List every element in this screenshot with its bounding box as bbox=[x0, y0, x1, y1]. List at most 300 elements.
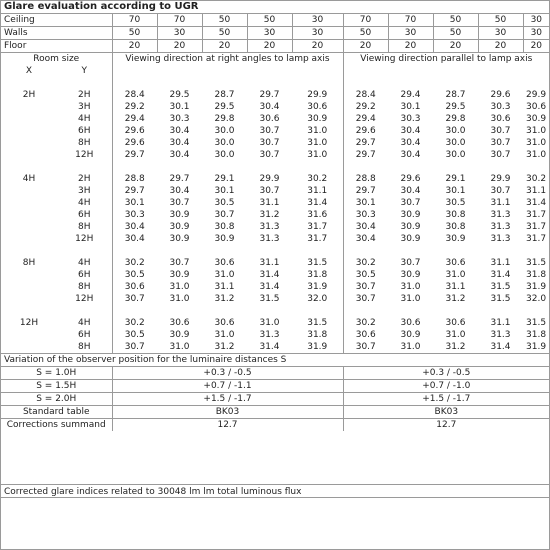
walls-value: 50 bbox=[202, 27, 247, 40]
variation-row bbox=[1, 367, 549, 380]
ugr-value: 30.7 bbox=[112, 341, 157, 354]
blank-cell bbox=[112, 77, 343, 89]
ugr-value: 30.6 bbox=[259, 114, 280, 124]
ugr-value: 30.2 bbox=[343, 317, 388, 329]
ceiling-row bbox=[1, 14, 549, 27]
ugr-value: 31.0 bbox=[400, 294, 421, 304]
ugr-value: 31.0 bbox=[214, 330, 235, 340]
ugr-value: 30.9 bbox=[307, 114, 328, 124]
variation-right-value: +0.3 / -0.5 bbox=[112, 367, 343, 380]
floor-value: 20 bbox=[292, 40, 343, 53]
data-row bbox=[1, 185, 549, 197]
variation-distance-label: S = 1.5H bbox=[1, 380, 112, 393]
title-row bbox=[1, 1, 549, 14]
room-x-value bbox=[1, 209, 57, 221]
ugr-value: 31.1 bbox=[259, 198, 280, 208]
ugr-value: 31.2 bbox=[445, 294, 466, 304]
ugr-value: 31.0 bbox=[214, 270, 235, 280]
corrections-parallel-value: 12.7 bbox=[343, 419, 549, 432]
ugr-value: 30.0 bbox=[214, 150, 235, 160]
table-title: Glare evaluation according to UGR bbox=[1, 1, 549, 14]
ugr-value: 30.3 bbox=[400, 114, 421, 124]
walls-value: 50 bbox=[433, 27, 478, 40]
ugr-value: 31.9 bbox=[307, 342, 328, 352]
standard-table-right-value: BK03 bbox=[112, 406, 343, 419]
data-row bbox=[1, 257, 549, 269]
standard-table-parallel-value: BK03 bbox=[343, 406, 549, 419]
room-x-value bbox=[1, 125, 57, 137]
ugr-value: 30.6 bbox=[490, 114, 511, 124]
ugr-value: 28.4 bbox=[112, 89, 157, 101]
data-row bbox=[1, 173, 549, 185]
ugr-value: 31.0 bbox=[169, 342, 190, 352]
ugr-value: 29.9 bbox=[526, 90, 547, 100]
ugr-value: 31.1 bbox=[490, 258, 511, 268]
ugr-value: 30.4 bbox=[112, 221, 157, 233]
ugr-value: 31.9 bbox=[307, 282, 328, 292]
ugr-value: 29.6 bbox=[112, 125, 157, 137]
blank-cell bbox=[112, 161, 343, 173]
ugr-value: 30.6 bbox=[112, 281, 157, 293]
ugr-value: 31.4 bbox=[259, 342, 280, 352]
ugr-value: 31.1 bbox=[214, 282, 235, 292]
ugr-value: 31.3 bbox=[259, 330, 280, 340]
ugr-value: 31.5 bbox=[490, 294, 511, 304]
ugr-table bbox=[1, 1, 549, 431]
ugr-value: 29.5 bbox=[169, 90, 190, 100]
ugr-value: 31.1 bbox=[259, 258, 280, 268]
ugr-value: 29.4 bbox=[343, 113, 388, 125]
room-x-value bbox=[1, 341, 57, 354]
room-x-value bbox=[1, 149, 57, 161]
room-x-value bbox=[1, 281, 57, 293]
ugr-value: 31.7 bbox=[526, 222, 547, 232]
ugr-value: 30.7 bbox=[169, 198, 190, 208]
variation-right-value: +1.5 / -1.7 bbox=[112, 393, 343, 406]
ugr-value: 30.5 bbox=[112, 269, 157, 281]
floor-value: 20 bbox=[157, 40, 202, 53]
ugr-value: 30.9 bbox=[400, 270, 421, 280]
walls-value: 30 bbox=[157, 27, 202, 40]
ugr-value: 31.5 bbox=[307, 258, 328, 268]
ugr-value: 30.4 bbox=[343, 221, 388, 233]
room-x-value bbox=[1, 113, 57, 125]
ugr-value: 30.9 bbox=[169, 330, 190, 340]
data-row bbox=[1, 233, 549, 245]
data-row bbox=[1, 137, 549, 149]
xy-header-row bbox=[1, 65, 549, 77]
blank-cell bbox=[112, 245, 343, 257]
ugr-value: 30.3 bbox=[112, 209, 157, 221]
ugr-value: 31.3 bbox=[490, 210, 511, 220]
ugr-value: 31.0 bbox=[169, 282, 190, 292]
variation-parallel-value: +0.3 / -0.5 bbox=[343, 367, 549, 380]
variation-header-row bbox=[1, 354, 549, 367]
ugr-value: 29.9 bbox=[490, 174, 511, 184]
ugr-value: 31.3 bbox=[259, 234, 280, 244]
room-size-row bbox=[1, 53, 549, 66]
ceiling-value: 70 bbox=[388, 14, 433, 27]
ugr-value: 30.6 bbox=[400, 318, 421, 328]
ugr-value: 30.4 bbox=[400, 186, 421, 196]
ceiling-label: Ceiling bbox=[1, 14, 112, 27]
floor-value: 20 bbox=[112, 40, 157, 53]
ugr-value: 30.2 bbox=[112, 257, 157, 269]
ugr-value: 31.5 bbox=[307, 318, 328, 328]
ugr-value: 30.9 bbox=[400, 330, 421, 340]
ugr-value: 30.4 bbox=[169, 126, 190, 136]
floor-value: 20 bbox=[343, 40, 388, 53]
ugr-value: 31.1 bbox=[490, 198, 511, 208]
data-row bbox=[1, 269, 549, 281]
data-row bbox=[1, 89, 549, 101]
ugr-value: 31.0 bbox=[526, 150, 547, 160]
ugr-value: 31.0 bbox=[169, 294, 190, 304]
ugr-value: 30.9 bbox=[400, 222, 421, 232]
ugr-value: 31.2 bbox=[259, 210, 280, 220]
ugr-value: 30.9 bbox=[400, 210, 421, 220]
room-y-value: 6H bbox=[78, 330, 91, 340]
ugr-value: 30.8 bbox=[445, 222, 466, 232]
spacer-row bbox=[1, 245, 549, 257]
variation-label: Variation of the observer position for the luminaire distances S bbox=[1, 354, 549, 367]
ugr-value: 29.6 bbox=[343, 125, 388, 137]
ugr-value: 29.1 bbox=[214, 174, 235, 184]
ugr-value: 30.4 bbox=[400, 150, 421, 160]
ugr-value: 31.8 bbox=[526, 270, 547, 280]
ugr-value: 31.7 bbox=[307, 234, 328, 244]
ugr-value: 30.3 bbox=[169, 114, 190, 124]
walls-value: 30 bbox=[247, 27, 292, 40]
ugr-value: 30.7 bbox=[343, 341, 388, 354]
ugr-value: 30.6 bbox=[343, 329, 388, 341]
ugr-value: 31.0 bbox=[445, 270, 466, 280]
ugr-value: 31.2 bbox=[214, 342, 235, 352]
ugr-value: 31.4 bbox=[490, 270, 511, 280]
direction-parallel-label: Viewing direction parallel to lamp axis bbox=[343, 53, 549, 66]
room-y-value: 3H bbox=[78, 186, 91, 196]
data-row bbox=[1, 197, 549, 209]
ugr-value: 31.8 bbox=[307, 330, 328, 340]
ceiling-value: 50 bbox=[247, 14, 292, 27]
blank-cell bbox=[112, 305, 343, 317]
ugr-value: 31.0 bbox=[400, 342, 421, 352]
ugr-value: 31.0 bbox=[307, 138, 328, 148]
ugr-value: 28.4 bbox=[343, 89, 388, 101]
blank-cell bbox=[1, 77, 112, 89]
floor-value: 20 bbox=[433, 40, 478, 53]
ugr-value: 30.4 bbox=[259, 102, 280, 112]
room-x-value bbox=[1, 185, 57, 197]
ugr-value: 30.7 bbox=[490, 186, 511, 196]
data-row bbox=[1, 101, 549, 113]
variation-parallel-value: +0.7 / -1.0 bbox=[343, 380, 549, 393]
ugr-value: 31.0 bbox=[526, 126, 547, 136]
ugr-value: 29.6 bbox=[400, 174, 421, 184]
ugr-value: 30.9 bbox=[169, 222, 190, 232]
data-row bbox=[1, 149, 549, 161]
room-y-value: 6H bbox=[78, 270, 91, 280]
ugr-value: 30.1 bbox=[343, 197, 388, 209]
walls-value: 50 bbox=[112, 27, 157, 40]
ugr-value: 30.7 bbox=[400, 258, 421, 268]
room-y-value: 12H bbox=[75, 234, 94, 244]
variation-parallel-value: +1.5 / -1.7 bbox=[343, 393, 549, 406]
floor-value: 20 bbox=[388, 40, 433, 53]
ugr-value: 29.1 bbox=[445, 174, 466, 184]
ugr-value: 30.2 bbox=[307, 174, 328, 184]
ugr-value: 31.3 bbox=[490, 234, 511, 244]
ugr-value: 30.7 bbox=[400, 198, 421, 208]
ugr-value: 30.0 bbox=[445, 138, 466, 148]
ceiling-value: 50 bbox=[478, 14, 523, 27]
ugr-value: 30.6 bbox=[445, 318, 466, 328]
ugr-value: 29.9 bbox=[307, 90, 328, 100]
data-row bbox=[1, 317, 549, 329]
blank-cell bbox=[343, 245, 549, 257]
ugr-value: 28.7 bbox=[445, 90, 466, 100]
ugr-value: 29.8 bbox=[214, 114, 235, 124]
direction-right-angles-label: Viewing direction at right angles to lamp axis bbox=[112, 53, 343, 66]
ugr-value: 31.0 bbox=[445, 330, 466, 340]
ugr-value: 30.7 bbox=[112, 293, 157, 305]
ugr-value: 29.8 bbox=[445, 114, 466, 124]
ugr-value: 30.3 bbox=[343, 209, 388, 221]
data-row bbox=[1, 293, 549, 305]
ugr-value: 29.6 bbox=[112, 137, 157, 149]
ugr-value: 29.7 bbox=[112, 185, 157, 197]
room-y-value: 12H bbox=[75, 294, 94, 304]
ugr-value: 30.7 bbox=[214, 210, 235, 220]
ugr-value: 30.7 bbox=[490, 126, 511, 136]
ugr-value: 30.6 bbox=[214, 318, 235, 328]
room-y-value: 4H bbox=[78, 258, 91, 268]
ugr-value: 32.0 bbox=[307, 294, 328, 304]
ceiling-value: 70 bbox=[112, 14, 157, 27]
ugr-value: 31.4 bbox=[259, 282, 280, 292]
room-x-value bbox=[1, 137, 57, 149]
room-size-label: Room size bbox=[33, 54, 80, 64]
ugr-value: 29.2 bbox=[343, 101, 388, 113]
ugr-value: 30.1 bbox=[112, 197, 157, 209]
walls-label: Walls bbox=[1, 27, 112, 40]
ugr-value: 31.0 bbox=[400, 282, 421, 292]
y-label: Y bbox=[81, 66, 87, 76]
ugr-value: 30.1 bbox=[400, 102, 421, 112]
ugr-value: 30.4 bbox=[169, 186, 190, 196]
standard_table-row bbox=[1, 406, 549, 419]
ugr-value: 30.7 bbox=[343, 293, 388, 305]
ugr-value: 30.1 bbox=[214, 186, 235, 196]
ugr-value: 30.7 bbox=[259, 126, 280, 136]
ugr-value: 28.8 bbox=[343, 173, 388, 185]
ugr-value: 31.1 bbox=[307, 186, 328, 196]
x-label: X bbox=[25, 66, 33, 76]
floor-value: 20 bbox=[247, 40, 292, 53]
ugr-value: 30.0 bbox=[445, 150, 466, 160]
room-y-value: 4H bbox=[78, 114, 91, 124]
ugr-value: 31.1 bbox=[445, 282, 466, 292]
ugr-value: 31.8 bbox=[526, 330, 547, 340]
ugr-value: 29.4 bbox=[400, 90, 421, 100]
ugr-value: 30.4 bbox=[112, 233, 157, 245]
room-x-value bbox=[1, 197, 57, 209]
blank-cell bbox=[343, 161, 549, 173]
ugr-value: 31.6 bbox=[307, 210, 328, 220]
luminous-flux-note: Corrected glare indices related to 30048 lm lm total luminous flux bbox=[1, 484, 549, 498]
ugr-value: 30.4 bbox=[169, 138, 190, 148]
walls-value: 50 bbox=[343, 27, 388, 40]
ugr-value: 30.1 bbox=[169, 102, 190, 112]
ugr-value: 31.4 bbox=[490, 342, 511, 352]
ceiling-value: 30 bbox=[523, 14, 549, 27]
floor-label: Floor bbox=[1, 40, 112, 53]
ugr-value: 30.8 bbox=[445, 210, 466, 220]
ugr-value: 29.5 bbox=[445, 102, 466, 112]
standard-table-label: Standard table bbox=[1, 406, 112, 419]
ugr-value: 30.3 bbox=[490, 102, 511, 112]
room-y-value: 6H bbox=[78, 210, 91, 220]
ugr-value: 29.7 bbox=[343, 149, 388, 161]
ugr-value: 30.0 bbox=[445, 126, 466, 136]
spacer-row bbox=[1, 305, 549, 317]
ceiling-value: 70 bbox=[343, 14, 388, 27]
room-y-value: 8H bbox=[78, 138, 91, 148]
ugr-value: 30.7 bbox=[169, 258, 190, 268]
ugr-value: 30.6 bbox=[169, 318, 190, 328]
variation-distance-label: S = 2.0H bbox=[1, 393, 112, 406]
ceiling-value: 30 bbox=[292, 14, 343, 27]
ugr-value: 31.4 bbox=[526, 198, 547, 208]
ugr-value: 29.4 bbox=[112, 113, 157, 125]
ugr-value: 30.7 bbox=[259, 186, 280, 196]
room-x-value bbox=[1, 221, 57, 233]
floor-row bbox=[1, 40, 549, 53]
ugr-value: 31.0 bbox=[526, 138, 547, 148]
walls-row bbox=[1, 27, 549, 40]
ceiling-value: 50 bbox=[202, 14, 247, 27]
ugr-value: 30.6 bbox=[307, 102, 328, 112]
room-y-value: 3H bbox=[78, 102, 91, 112]
ugr-value: 29.2 bbox=[112, 101, 157, 113]
room-x-value bbox=[1, 293, 57, 305]
ugr-value: 29.7 bbox=[112, 149, 157, 161]
room-x-value bbox=[1, 329, 57, 341]
room-x-value bbox=[1, 233, 57, 245]
data-row bbox=[1, 125, 549, 137]
ugr-value: 31.2 bbox=[214, 294, 235, 304]
ugr-value: 30.0 bbox=[214, 126, 235, 136]
room-x-value: 2H bbox=[22, 90, 36, 100]
room-x-value: 12H bbox=[19, 318, 39, 328]
floor-value: 20 bbox=[523, 40, 549, 53]
spacer-row bbox=[1, 161, 549, 173]
ugr-value: 28.8 bbox=[112, 173, 157, 185]
ugr-value: 30.7 bbox=[259, 150, 280, 160]
corrections-row bbox=[1, 419, 549, 432]
ugr-value: 30.5 bbox=[214, 198, 235, 208]
ugr-value: 31.5 bbox=[259, 294, 280, 304]
ugr-value: 31.3 bbox=[259, 222, 280, 232]
ugr-value: 30.2 bbox=[112, 317, 157, 329]
room-y-value: 4H bbox=[78, 318, 91, 328]
corrections-label: Corrections summand bbox=[1, 419, 112, 432]
ugr-value: 31.0 bbox=[307, 150, 328, 160]
ugr-value: 31.2 bbox=[445, 342, 466, 352]
variation-right-value: +0.7 / -1.1 bbox=[112, 380, 343, 393]
ugr-value: 30.9 bbox=[169, 270, 190, 280]
ugr-value: 30.9 bbox=[214, 234, 235, 244]
ugr-value: 29.6 bbox=[490, 90, 511, 100]
walls-value: 30 bbox=[292, 27, 343, 40]
ugr-value: 28.7 bbox=[214, 90, 235, 100]
ugr-value: 30.9 bbox=[169, 210, 190, 220]
ugr-value: 30.2 bbox=[343, 257, 388, 269]
room-y-value: 6H bbox=[78, 126, 91, 136]
ugr-value: 31.3 bbox=[490, 222, 511, 232]
data-row bbox=[1, 341, 549, 354]
blank-cell bbox=[1, 245, 112, 257]
ugr-value: 31.4 bbox=[307, 198, 328, 208]
ugr-value: 30.4 bbox=[169, 150, 190, 160]
blank-cell bbox=[343, 305, 549, 317]
spacer-row bbox=[1, 77, 549, 89]
ugr-value: 30.2 bbox=[526, 174, 547, 184]
data-row bbox=[1, 221, 549, 233]
ugr-value: 31.7 bbox=[526, 234, 547, 244]
ugr-value: 30.7 bbox=[259, 138, 280, 148]
blank-cell bbox=[1, 161, 112, 173]
variation-row bbox=[1, 393, 549, 406]
ugr-value: 30.9 bbox=[445, 234, 466, 244]
data-row bbox=[1, 209, 549, 221]
walls-value: 30 bbox=[388, 27, 433, 40]
ugr-value: 29.5 bbox=[214, 102, 235, 112]
ugr-value: 31.9 bbox=[526, 282, 547, 292]
room-y-value: 8H bbox=[78, 282, 91, 292]
walls-value: 30 bbox=[478, 27, 523, 40]
ugr-value: 30.4 bbox=[400, 138, 421, 148]
variation-row bbox=[1, 380, 549, 393]
ugr-value: 30.0 bbox=[214, 138, 235, 148]
corrections-right-value: 12.7 bbox=[112, 419, 343, 432]
data-row bbox=[1, 281, 549, 293]
ugr-value: 30.5 bbox=[112, 329, 157, 341]
room-x-value bbox=[1, 269, 57, 281]
ugr-value: 30.4 bbox=[400, 126, 421, 136]
ugr-value: 29.9 bbox=[259, 174, 280, 184]
ugr-value: 30.6 bbox=[214, 258, 235, 268]
blank-cell bbox=[343, 65, 549, 77]
room-y-value: 12H bbox=[75, 150, 94, 160]
ugr-value: 29.7 bbox=[343, 137, 388, 149]
ugr-value: 30.9 bbox=[526, 114, 547, 124]
ceiling-value: 50 bbox=[433, 14, 478, 27]
floor-value: 20 bbox=[478, 40, 523, 53]
blank-cell bbox=[1, 305, 112, 317]
ugr-value: 31.5 bbox=[526, 258, 547, 268]
ugr-value: 30.7 bbox=[343, 281, 388, 293]
ugr-value: 30.6 bbox=[445, 258, 466, 268]
ugr-value: 31.9 bbox=[526, 342, 547, 352]
ugr-value: 31.7 bbox=[307, 222, 328, 232]
ugr-value: 30.8 bbox=[214, 222, 235, 232]
room-y-value: 8H bbox=[78, 342, 91, 352]
ugr-value: 32.0 bbox=[526, 294, 547, 304]
room-x-value bbox=[1, 101, 57, 113]
ugr-value: 30.5 bbox=[343, 269, 388, 281]
variation-distance-label: S = 1.0H bbox=[1, 367, 112, 380]
